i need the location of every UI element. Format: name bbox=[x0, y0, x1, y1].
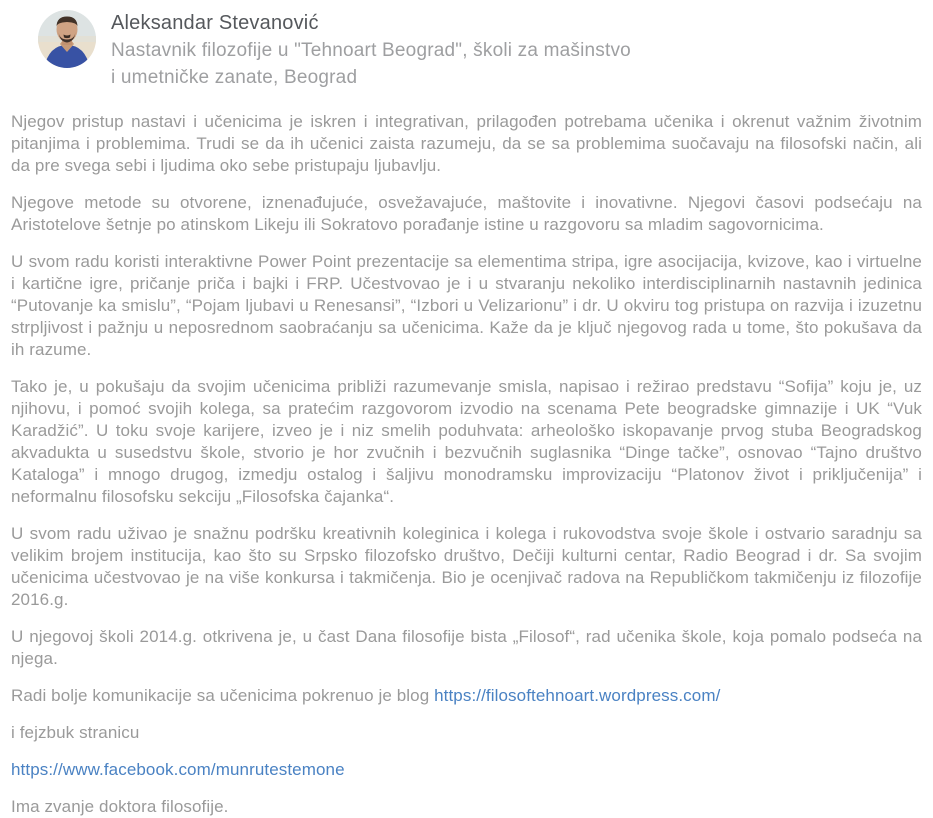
profile-subtitle: Nastavnik filozofije u "Tehnoart Beograd", školi za mašinstvo i umetničke zanate, Beograd bbox=[111, 40, 631, 88]
profile-header bbox=[0, 0, 933, 91]
bio-paragraph-methods: Njegove metode su otvorene, iznenađujuće, osvežavajuće, maštovite i inovativne. Njegovi časovi podsećaju na Aristotelove šetnje po atinskom Likeju ili Sokratovo porađanje istine u razgovoru sa mladim sagovornicima. bbox=[11, 193, 922, 234]
blog-line-text: Radi bolje komunikacije sa učenicima pokrenuo je blog bbox=[11, 686, 435, 705]
bio-paragraph-support: U svom radu uživao je snažnu podršku kreativnih koleginica i kolega i rukovodstva svoje škole i ostvario saradnju sa velikim brojem institucija, kao što su Srpsko filozofsko društvo, Dečiji kulturni centar, Radio Beograd i dr. Sa svojim učenicima učestvovao je na više konkursa i takmičenja. Bio je ocenjivač radova na Republičkom takmičenju iz filozofije 2016.g. bbox=[11, 524, 922, 609]
biography-text bbox=[0, 111, 933, 818]
facebook-line bbox=[11, 759, 922, 781]
profile-name: Aleksandar Stevanović bbox=[111, 12, 319, 34]
header-text bbox=[111, 8, 636, 91]
bio-paragraph-projects: Tako je, u pokušaju da svojim učenicima približi razumevanje smisla, napisao i režirao predstavu “Sofija” koju je, uz njihovu, i pomoć svojih kolega, sa pratećim razgovorom izvodio na scenama Pete beogradske gimnazije i UK “Vuk Karadžić”. U toku svoje karijere, izveo je i niz smelih poduhvata: arheološko iskopavanje prvog stuba Beogradskog akvadukta u susedstvu škole, stvorio je hor zvučnih i bezvučnih suglasnika “Dinge tačke”, osnovao “Tajno društvo Kataloga” i mnogo drugog, izmedju ostalog i šaljivu monodramsku improvizaciju “Platonov život i priključenija” i neformalnu filosofsku sekciju „Filosofska čajanka“. bbox=[11, 377, 922, 506]
facebook-intro-line: i fejzbuk stranicu bbox=[11, 723, 140, 742]
bio-paragraph-approach: Njegov pristup nastavi i učenicima je iskren i integrativan, prilagođen potrebama učenika i okrenut važnim životnim pitanjima i problemima. Trudi se da ih učenici zaista razumeju, da se sa problemima suočavaju na filosofski način, ali da pre svega sebi i ljudima oko sebe pristupaju ljubavlju. bbox=[11, 112, 922, 175]
bio-paragraph-tools: U svom radu koristi interaktivne Power Point prezentacije sa elementima stripa, igre asocijacija, kvizove, kao i virtuelne i kartične igre, pričanje priča i bajki i FRP. Učestvovao je i u stvaranju nekoliko interdisciplinarnih nastavnih jedinica “Putovanje ka smislu”, “Pojam ljubavi u Renesansi”, “Izbori u Velizarionu” i dr. U okviru tog pristupa on razvija i izuzetnu strpljivost i pažnju u neposrednom saobraćanju sa učenicima. Kaže da je ključ njegovog rada u tome, što pokušava da ih razume. bbox=[11, 252, 922, 359]
avatar-photo-icon bbox=[38, 10, 96, 68]
avatar bbox=[38, 10, 96, 68]
bio-paragraph-bust: U njegovoj školi 2014.g. otkrivena je, u čast Dana filosofije bista „Filosof“, rad učenika škole, koja pomalo podseća na njega. bbox=[11, 627, 922, 668]
blog-line bbox=[11, 685, 922, 707]
facebook-link[interactable]: https://www.facebook.com/munrutestemone bbox=[11, 760, 345, 779]
closing-line: Ima zvanje doktora filosofije. bbox=[11, 797, 229, 816]
blog-link[interactable]: https://filosoftehnoart.wordpress.com/ bbox=[434, 686, 721, 705]
